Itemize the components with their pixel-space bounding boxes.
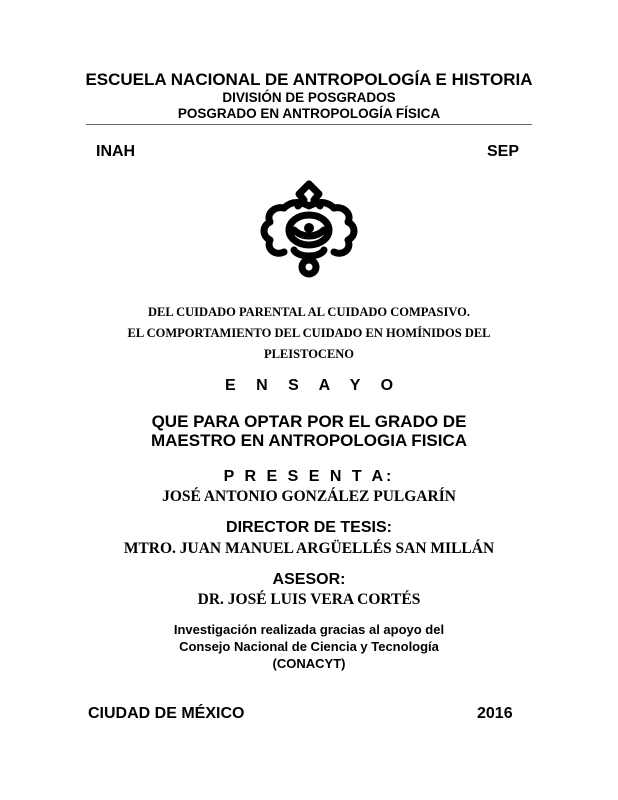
- author-name: JOSÉ ANTONIO GONZÁLEZ PULGARÍN: [162, 488, 456, 505]
- funding-line-2: Consejo Nacional de Ciencia y Tecnología: [179, 639, 439, 654]
- division-name: DIVISIÓN DE POSGRADOS: [222, 90, 396, 105]
- funding-line-3: (CONACYT): [272, 656, 346, 671]
- year: 2016: [477, 705, 513, 722]
- thesis-title-line-3: PLEISTOCENO: [263, 347, 355, 361]
- institution-inah: INAH: [96, 143, 136, 160]
- director-name: MTRO. JUAN MANUEL ARGÜELLÉS SAN MILLÁN: [123, 540, 495, 557]
- director-label: DIRECTOR DE TESIS:: [226, 519, 392, 536]
- advisor-label: ASESOR:: [272, 571, 346, 588]
- program-name: POSGRADO EN ANTROPOLOGÍA FÍSICA: [177, 106, 441, 121]
- institution-sep: SEP: [487, 143, 520, 160]
- document-type: E N S A Y O: [224, 377, 402, 394]
- city: CIUDAD DE MÉXICO: [88, 705, 245, 722]
- school-name: ESCUELA NACIONAL DE ANTROPOLOGÍA E HISTORIA: [85, 70, 533, 89]
- thesis-title-line-1: DEL CUIDADO PARENTAL AL CUIDADO COMPASIVO.: [147, 305, 470, 319]
- advisor-name: DR. JOSÉ LUIS VERA CORTÉS: [197, 591, 421, 608]
- aztec-glyph-emblem-icon: [254, 178, 364, 280]
- thesis-title-line-2: EL COMPORTAMIENTO DEL CUIDADO EN HOMÍNIDOS DEL: [127, 326, 491, 340]
- presenter-label: P R E S E N T A:: [223, 468, 395, 485]
- degree-line-2: MAESTRO EN ANTROPOLOGIA FISICA: [150, 431, 468, 450]
- header-divider: [86, 124, 532, 125]
- funding-line-1: Investigación realizada gracias al apoyo del: [173, 622, 445, 637]
- degree-line-1: QUE PARA OPTAR POR EL GRADO DE: [151, 412, 467, 431]
